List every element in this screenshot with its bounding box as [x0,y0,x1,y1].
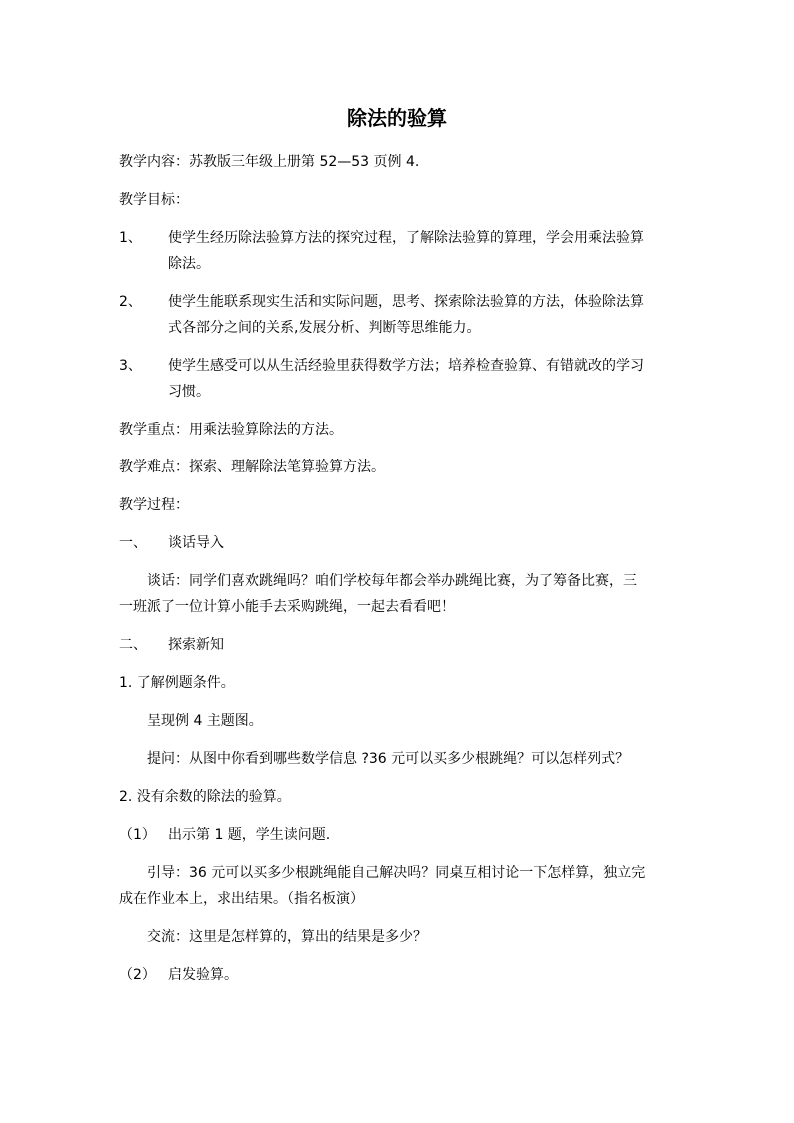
process-heading: 教学过程： [119,497,189,513]
question-line: 提问：从图中你看到哪些数学信息 ?36 元可以买多少根跳绳？可以怎样列式？ [147,751,630,767]
present-line: 呈现例 4 主题图。 [147,713,263,729]
goal-text-line: 使学生感受可以从生活经验里获得数学方法；培养检查验算、有错就改的学习 [168,358,644,374]
goal-text-line: 除法。 [168,256,210,272]
goal-text-line: 使学生能联系现实生活和实际问题，思考、探索除法验算的方法，体验除法算 [168,294,644,310]
section-label: 谈话导入 [168,535,224,551]
difficulty: 教学难点：探索、理解除法笔算验算方法。 [119,459,385,475]
document-title: 除法的验算 [347,106,447,130]
guide-line: 引导：36 元可以买多少根跳绳能自己解决吗？同桌互相讨论一下怎样算，独立完 [147,865,646,881]
goal-number: 3、 [119,358,142,374]
talk-line: 谈话：同学们喜欢跳绳吗？咱们学校每年都会举办跳绳比赛，为了筹备比赛，三 [147,573,637,589]
item-1: 1. 了解例题条件。 [119,675,235,691]
goal-number: 2、 [119,294,142,310]
item-2: 2. 没有余数的除法的验算。 [119,789,291,805]
talk-line: 一班派了一位计算小能手去采购跳绳，一起去看看吧！ [119,599,455,615]
key-point: 教学重点：用乘法验算除法的方法。 [119,422,343,438]
section-number: 一、 [119,535,147,551]
sub-label: 出示第 1 题，学生读问题. [168,827,331,843]
goal-number: 1、 [119,230,142,246]
exchange-line: 交流：这里是怎样算的，算出的结果是多少？ [147,929,427,945]
section-label: 探索新知 [168,637,224,653]
goal-text-line: 使学生经历除法验算方法的探究过程，了解除法验算的算理，学会用乘法验算 [168,230,644,246]
guide-line: 成在作业本上，求出结果。（指名板演） [119,891,364,907]
goals-heading: 教学目标： [119,192,189,208]
goal-text-line: 式各部分之间的关系,发展分析、判断等思维能力。 [168,320,481,336]
sub-number: （2） [119,967,156,983]
teaching-content: 教学内容：苏教版三年级上册第 52—53 页例 4. [119,154,420,170]
sub-label: 启发验算。 [168,967,238,983]
goal-text-line: 习惯。 [168,384,210,400]
section-number: 二、 [119,637,147,653]
sub-number: （1） [119,827,156,843]
